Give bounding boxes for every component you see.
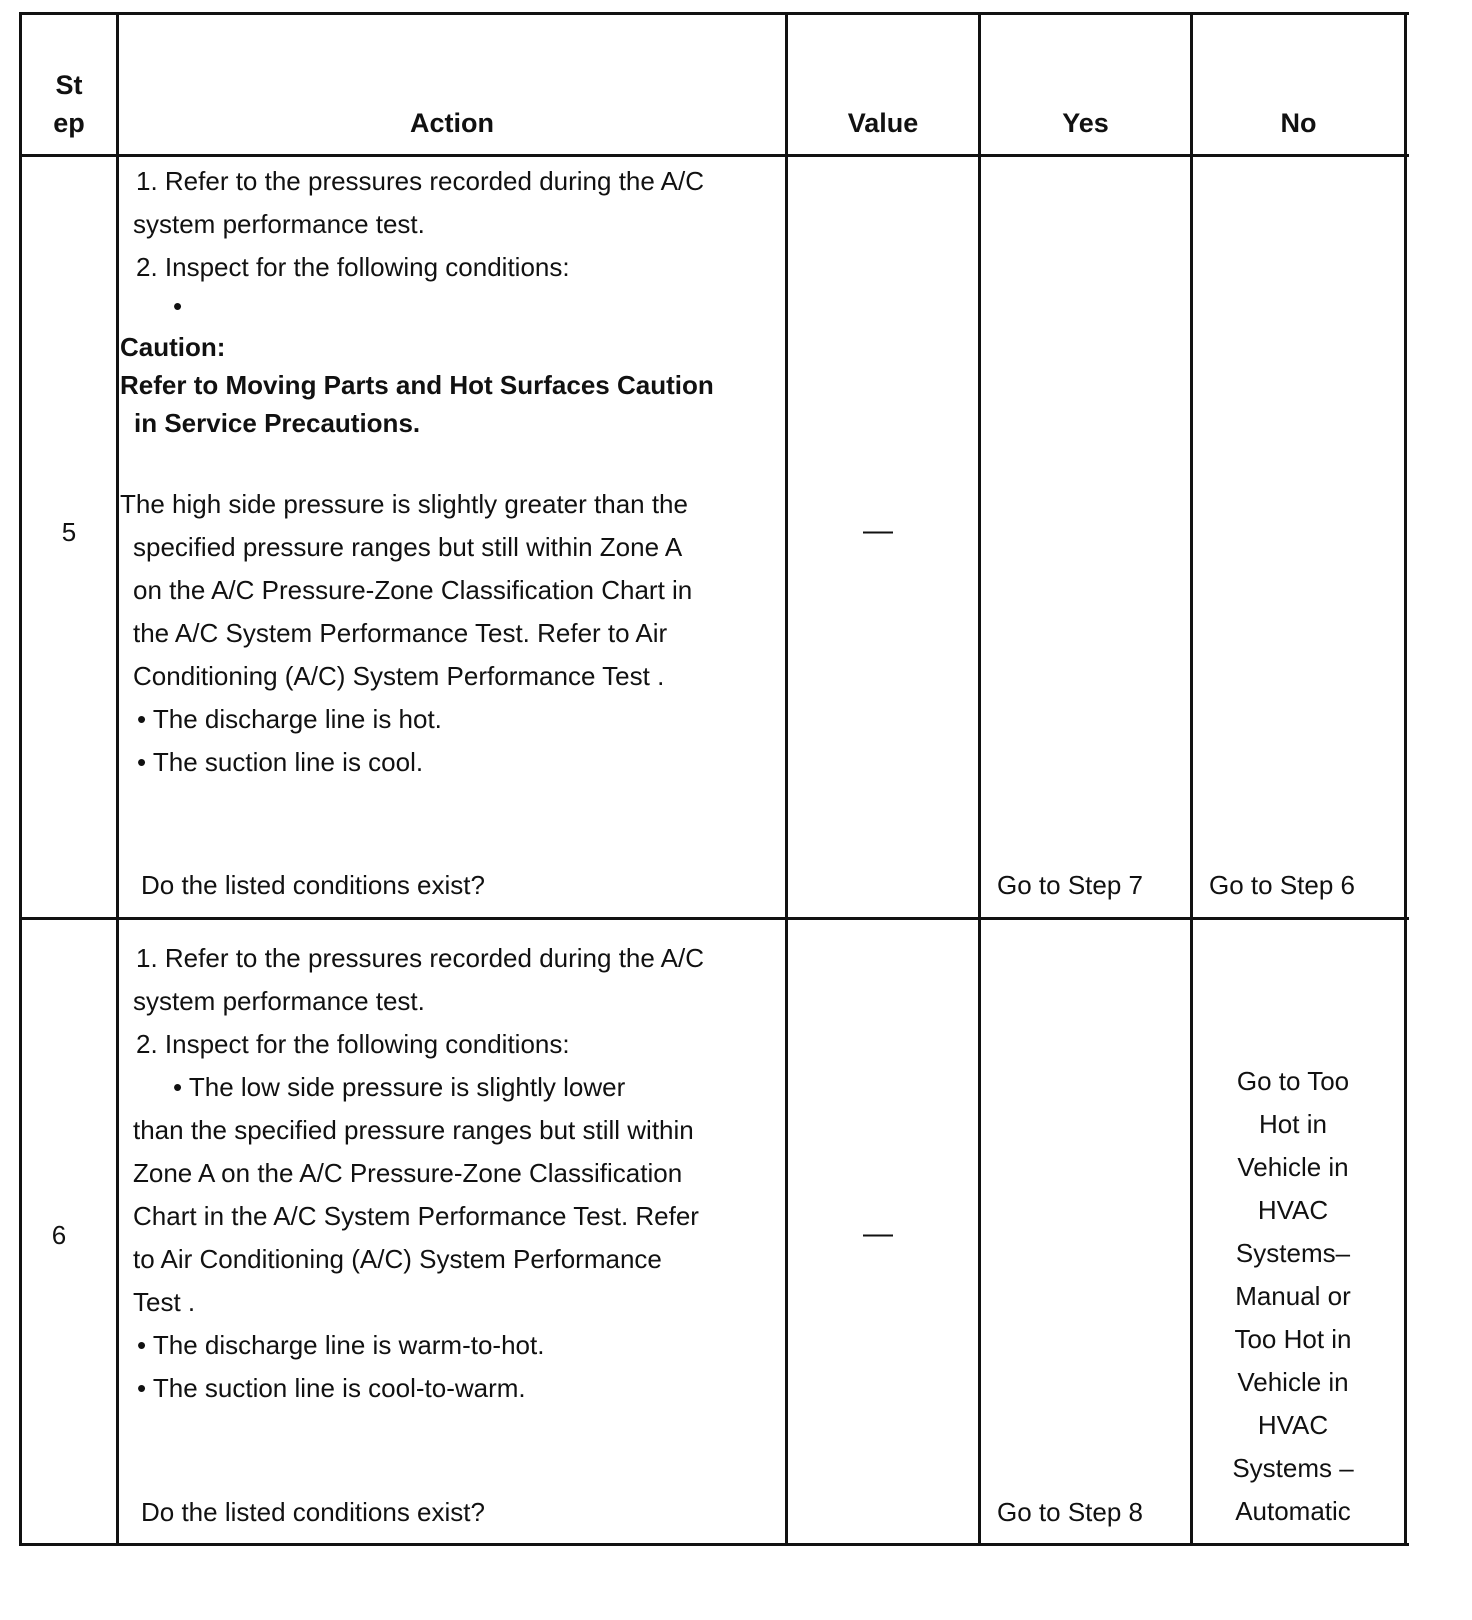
no-cell: Go to Step 6 xyxy=(1209,870,1355,900)
action-line: to Air Conditioning (A/C) System Performance xyxy=(133,1244,662,1274)
header-step-line2: ep xyxy=(53,108,85,138)
value-cell: — xyxy=(863,1217,893,1250)
header-no: No xyxy=(1280,108,1317,138)
bullet: • xyxy=(173,291,183,321)
caution-text: in Service Precautions. xyxy=(134,408,421,438)
header-action: Action xyxy=(410,108,494,138)
yes-cell: Go to Step 8 xyxy=(997,1497,1143,1527)
action-line: Chart in the A/C System Performance Test. Refer xyxy=(133,1201,699,1231)
bullet-item: • The discharge line is hot. xyxy=(137,704,442,734)
action-line: system performance test. xyxy=(133,986,425,1016)
yes-cell: Go to Step 7 xyxy=(997,870,1143,900)
table-border-right xyxy=(1404,12,1407,1546)
col-divider-value xyxy=(978,12,981,1546)
bullet-item: • The suction line is cool. xyxy=(137,747,424,777)
caution-title: Caution: xyxy=(120,332,226,362)
question: Do the listed conditions exist? xyxy=(141,1497,485,1527)
step-number: 5 xyxy=(61,517,77,547)
header-divider xyxy=(19,154,1409,157)
no-cell-line: Manual or xyxy=(1235,1281,1351,1311)
value-cell: — xyxy=(863,514,893,547)
action-line: • The low side pressure is slightly lower xyxy=(173,1072,626,1102)
action-line: The high side pressure is slightly greater than the xyxy=(120,489,688,519)
no-cell-line: Hot in xyxy=(1259,1109,1327,1139)
table-border-top xyxy=(19,12,1409,15)
no-cell-line: Vehicle in xyxy=(1237,1152,1349,1182)
action-line: Test . xyxy=(133,1287,196,1317)
action-line: 2. Inspect for the following conditions: xyxy=(136,252,570,282)
col-divider-step xyxy=(116,12,119,1546)
header-value: Value xyxy=(847,108,919,138)
action-line: on the A/C Pressure-Zone Classification Chart in xyxy=(133,575,693,605)
row-divider xyxy=(19,917,1409,920)
action-line: than the specified pressure ranges but still within xyxy=(133,1115,694,1145)
no-cell-line: Go to Too xyxy=(1236,1066,1350,1096)
action-line: specified pressure ranges but still within Zone A xyxy=(133,532,683,562)
action-line: 2. Inspect for the following conditions: xyxy=(136,1029,570,1059)
no-cell-line: Systems– xyxy=(1235,1238,1351,1268)
no-cell-line: HVAC xyxy=(1257,1195,1329,1225)
action-line: 1. Refer to the pressures recorded during the A/C xyxy=(136,166,704,196)
no-cell-line: Systems – xyxy=(1232,1453,1354,1483)
bullet-item: • The suction line is cool-to-warm. xyxy=(137,1373,526,1403)
action-line: system performance test. xyxy=(133,209,425,239)
col-divider-action xyxy=(785,12,788,1546)
col-divider-yes xyxy=(1190,12,1193,1546)
no-cell-line: Vehicle in xyxy=(1237,1367,1349,1397)
no-cell-line: HVAC xyxy=(1257,1410,1329,1440)
bullet-item: • The discharge line is warm-to-hot. xyxy=(137,1330,545,1360)
no-cell-line: Automatic xyxy=(1235,1496,1351,1526)
action-line: Conditioning (A/C) System Performance Test . xyxy=(133,661,665,691)
table-border-left xyxy=(19,12,22,1546)
header-yes: Yes xyxy=(1062,108,1109,138)
caution-text: Refer to Moving Parts and Hot Surfaces Caution xyxy=(120,370,714,400)
step-number: 6 xyxy=(51,1220,67,1250)
action-line: 1. Refer to the pressures recorded during the A/C xyxy=(136,943,704,973)
no-cell-line: Too Hot in xyxy=(1234,1324,1352,1354)
table-border-bottom xyxy=(19,1543,1409,1546)
action-line: the A/C System Performance Test. Refer to Air xyxy=(133,618,668,648)
question: Do the listed conditions exist? xyxy=(141,870,485,900)
header-step-line1: St xyxy=(55,70,83,100)
action-line: Zone A on the A/C Pressure-Zone Classification xyxy=(133,1158,683,1188)
